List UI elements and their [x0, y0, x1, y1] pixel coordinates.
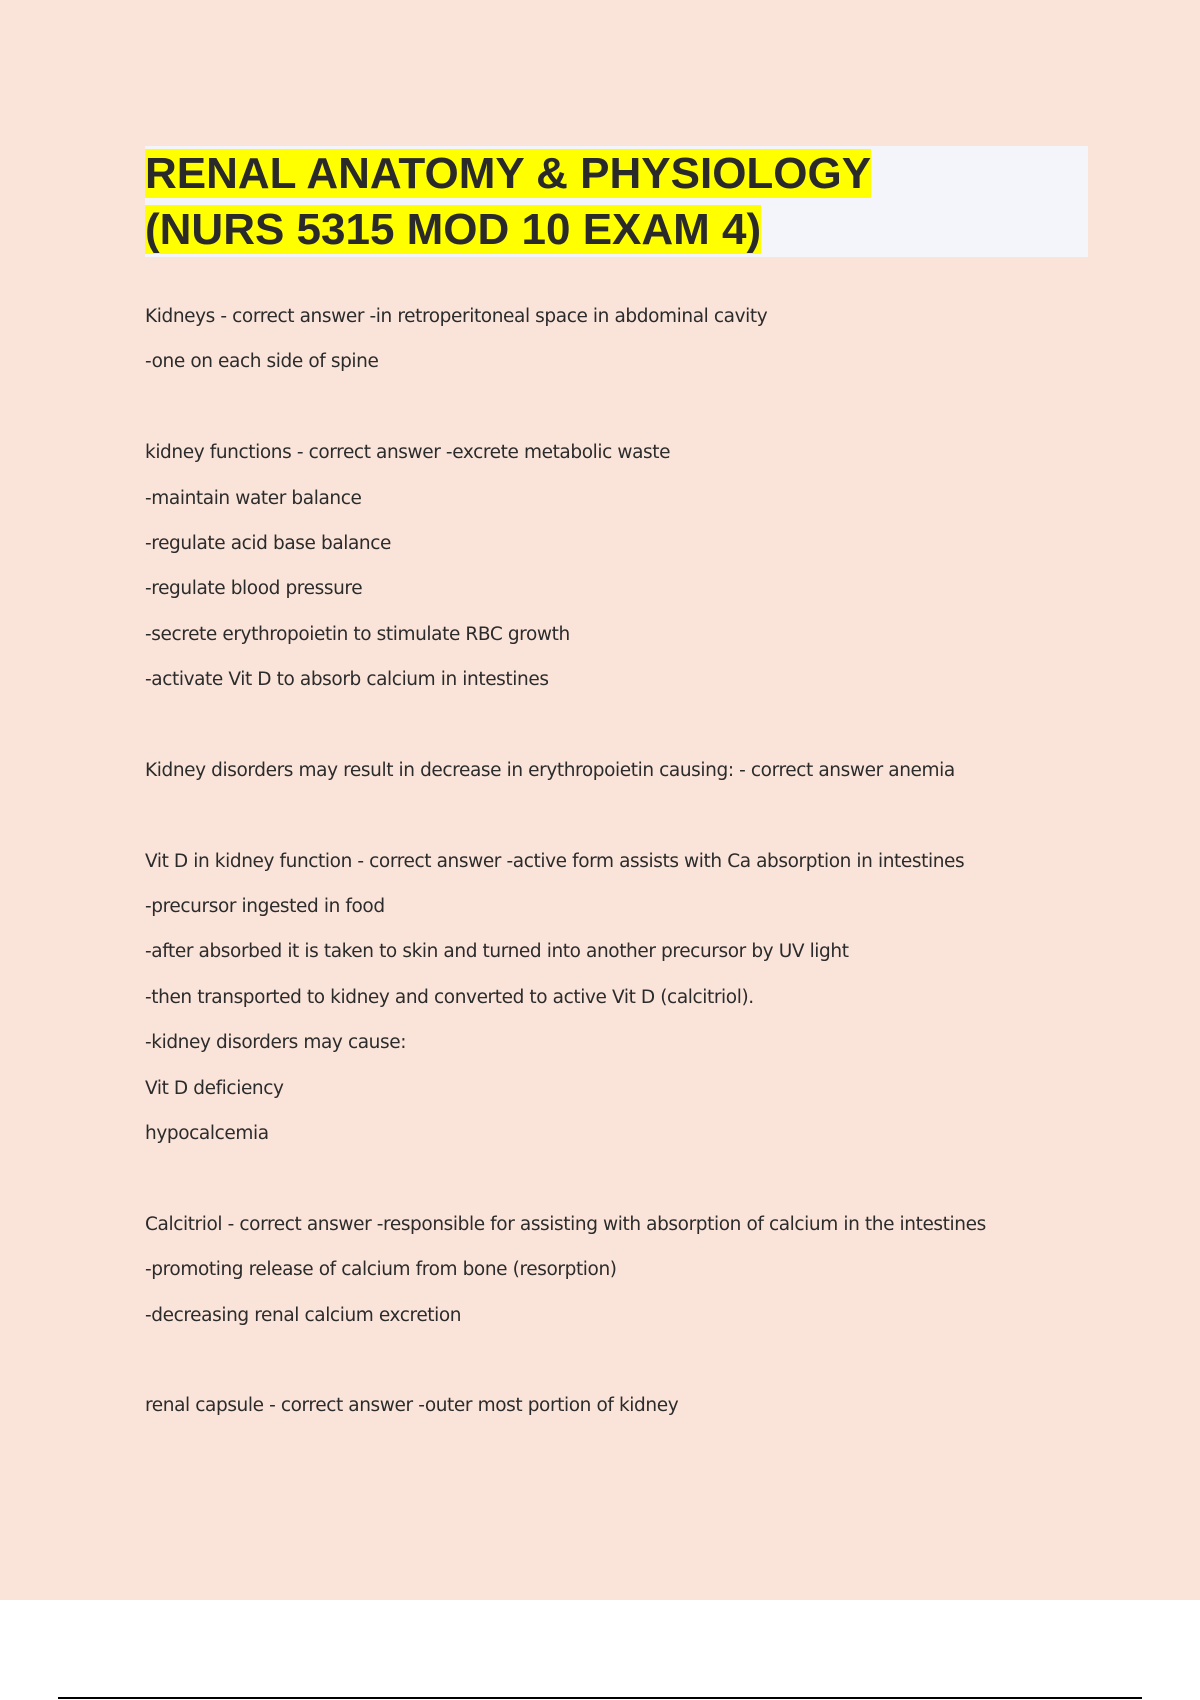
entry-detail-line: -then transported to kidney and converted to active Vit D (calcitriol). [145, 986, 754, 1008]
entry-term-line: Kidneys - correct answer -in retroperitoneal space in abdominal cavity [145, 306, 768, 327]
footer-divider [58, 1697, 1142, 1699]
entry-term-line: kidney functions - correct answer -excrete metabolic waste [145, 442, 671, 464]
entry-term-line: Kidney disorders may result in decrease in erythropoietin causing: - correct answer anemia [145, 759, 955, 781]
entry-term-line: Vit D in kidney function - correct answer -active form assists with Ca absorption in intestines [145, 850, 965, 872]
entry-spacer [145, 391, 1105, 436]
entry-term-line: renal capsule - correct answer -outer most portion of kidney [145, 1395, 679, 1417]
entry-detail-line: hypocalcemia [145, 1123, 269, 1145]
entry-spacer [145, 709, 1105, 754]
entry-detail-line: -one on each side of spine [145, 351, 379, 373]
entry-detail-line: -precursor ingested in food [145, 896, 385, 918]
entry-term-line: Calcitriol - correct answer -responsible for assisting with absorption of calcium in the intestines [145, 1213, 986, 1235]
entry-detail-line: -after absorbed it is taken to skin and turned into another precursor by UV light [145, 941, 849, 963]
entry-detail-line: -secrete erythropoietin to stimulate RBC growth [145, 623, 570, 645]
entry-detail-line: -regulate blood pressure [145, 578, 363, 600]
entry-spacer [145, 799, 1105, 844]
entry-detail-line: -activate Vit D to absorb calcium in intestines [145, 669, 549, 691]
entry-spacer [145, 1162, 1105, 1207]
entry-detail-line: -kidney disorders may cause: [145, 1032, 407, 1054]
title-line-2: (NURS 5315 MOD 10 EXAM 4) [145, 205, 762, 254]
entry-detail-line: -maintain water balance [145, 487, 362, 509]
title-line-1: RENAL ANATOMY & PHYSIOLOGY [145, 149, 872, 198]
entry-detail-line: -promoting release of calcium from bone (resorption) [145, 1259, 617, 1281]
document-title [145, 146, 871, 258]
entry-spacer [145, 1344, 1105, 1389]
entry-detail-line: Vit D deficiency [145, 1077, 284, 1099]
entry-detail-line: -regulate acid base balance [145, 532, 392, 554]
entry-detail-line: -decreasing renal calcium excretion [145, 1304, 462, 1326]
flashcard-content [145, 300, 1105, 1435]
